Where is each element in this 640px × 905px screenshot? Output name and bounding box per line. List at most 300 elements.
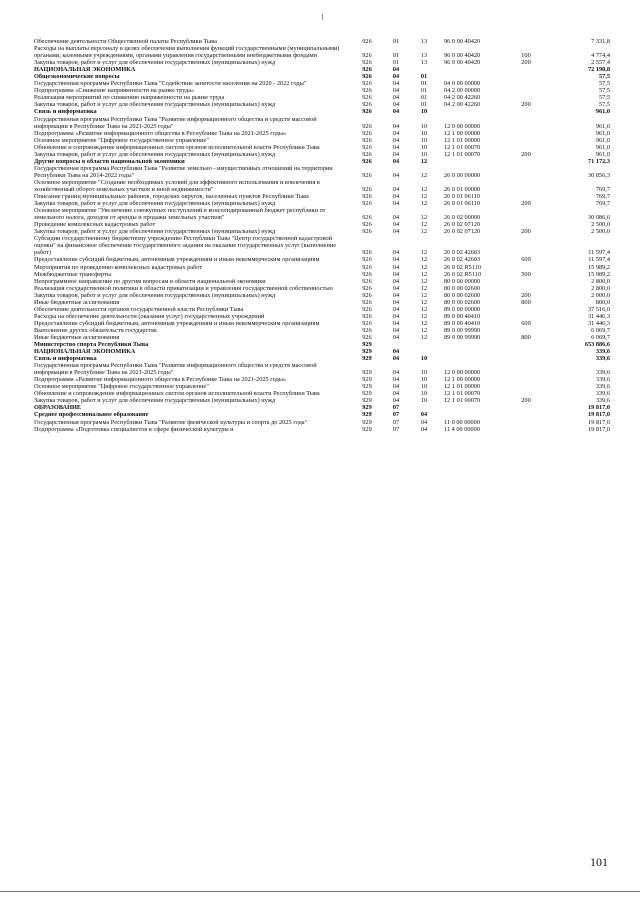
row-pr: 01	[420, 80, 428, 88]
table-row	[34, 313, 610, 320]
table-row	[34, 87, 610, 94]
row-ved: 926	[362, 129, 372, 137]
row-name: Закупка товаров, работ и услуг для обеспечения государственных (муниципальных) нужд	[34, 200, 276, 208]
row-sum: 769,7	[595, 200, 610, 208]
row-sum: 961,0	[595, 150, 610, 158]
row-pr: 13	[420, 38, 428, 45]
row-vr: 200	[521, 228, 531, 236]
row-csr: 04 2 00 42260	[444, 101, 481, 109]
row-rz: 04	[392, 277, 400, 285]
row-pr: 13	[420, 52, 428, 60]
row-sum: 19 817,0	[587, 425, 610, 433]
row-sum: 961,0	[595, 129, 610, 137]
row-name: Закупка товаров, работ и услуг для обеспечения государственных (муниципальных) нужд	[34, 101, 276, 109]
row-vr	[506, 207, 546, 221]
row-csr	[438, 411, 506, 418]
row-ved: 926	[362, 284, 372, 292]
row-sum: 961,0	[595, 143, 610, 151]
row-sum: 2 557,4	[591, 59, 610, 67]
row-csr: 96 0 00 40420	[444, 38, 481, 45]
row-csr: 26 0 01 06110	[444, 200, 480, 208]
bottom-rule	[0, 891, 640, 892]
row-name: Выполнение других обязательств государства	[34, 326, 157, 334]
row-rz: 04	[392, 214, 400, 222]
row-pr: 12	[420, 256, 428, 264]
row-name: Общеэкономические вопросы	[34, 73, 120, 81]
row-csr: 12 1 01 00070	[444, 397, 481, 405]
row-pr: 01	[420, 101, 428, 109]
row-csr	[438, 108, 506, 115]
row-ved: 926	[362, 52, 372, 60]
table-row	[34, 144, 610, 151]
row-rz: 04	[392, 200, 400, 208]
table-row	[34, 116, 610, 130]
row-vr	[506, 264, 546, 271]
row-rz: 07	[392, 418, 400, 426]
row-rz: 04	[392, 221, 400, 229]
table-row	[34, 45, 610, 59]
row-sum: 7 331,8	[591, 38, 610, 45]
table-body	[34, 38, 610, 433]
row-pr: 12	[420, 305, 428, 313]
row-sum: 30 856,3	[587, 171, 610, 179]
table-row	[34, 179, 610, 193]
row-name: Расходы на выплаты персоналу в целях обеспечения выполнения функций государственными (муниципальными) органами, казенными учреждениями, органами управления государственными внебюджетными фондами	[34, 45, 340, 60]
row-csr: 26 0 02 42603	[444, 249, 481, 257]
row-rz: 04	[392, 129, 400, 137]
table-row	[34, 334, 610, 341]
table-row	[34, 383, 610, 390]
row-name: Предоставление субсидий бюджетным, автономным учреждениям и иным некоммерческим организациям	[34, 319, 320, 327]
row-sum: 6 069,7	[591, 333, 610, 341]
row-vr	[506, 411, 546, 418]
row-vr: 200	[521, 150, 531, 158]
table-row	[34, 59, 610, 66]
row-pr: 12	[420, 270, 428, 278]
row-name: Подпрограмма «Развитие информационного общества в Республике Тыва на 2021-2025 годы»	[34, 376, 287, 384]
row-vr: 200	[521, 200, 531, 208]
row-csr: 12 1 00 00000	[444, 129, 481, 137]
scan-mark	[322, 14, 323, 20]
row-vr	[506, 179, 546, 193]
row-ved: 926	[362, 270, 372, 278]
row-csr: 12 1 00 00000	[444, 376, 481, 384]
row-sum: 4 774,4	[591, 52, 610, 60]
row-vr	[506, 278, 546, 285]
row-ved: 929	[362, 369, 372, 377]
row-sum: 19 817,0	[587, 404, 610, 412]
row-sum: 37 516,0	[587, 305, 610, 313]
row-vr	[506, 390, 546, 397]
row-pr: 12	[420, 312, 428, 320]
table-row	[34, 390, 610, 397]
row-csr	[438, 341, 506, 348]
row-ved: 926	[362, 108, 372, 116]
row-csr: 12 0 00 00000	[444, 369, 481, 377]
row-pr: 04	[420, 425, 428, 433]
row-ved: 926	[362, 326, 372, 334]
row-name: Расходы на обеспечение деятельности (оказания услуг) государственных учреждений	[34, 312, 265, 320]
row-rz: 04	[392, 298, 400, 306]
row-ved: 929	[362, 418, 372, 426]
budget-table	[34, 38, 610, 433]
row-ved: 926	[362, 305, 372, 313]
row-name: Основное мероприятие "Увеличение совокупных поступлений в консолидированный бюджет республики от земельного налога, доходов от аренды и продажи земельных участков"	[34, 207, 326, 222]
row-csr: 04 2 00 42260	[444, 94, 481, 102]
row-name: НАЦИОНАЛЬНАЯ ЭКОНОМИКА	[34, 348, 136, 356]
row-vr	[506, 116, 546, 130]
row-pr: 12	[420, 263, 428, 271]
row-pr: 10	[420, 369, 428, 377]
row-csr: 11 4 00 00000	[444, 425, 480, 433]
row-rz: 07	[392, 404, 400, 412]
table-row	[34, 221, 610, 228]
row-ved: 926	[362, 38, 372, 45]
row-ved: 926	[362, 185, 372, 193]
row-sum: 769,7	[595, 185, 610, 193]
row-pr: 12	[420, 291, 428, 299]
row-sum: 769,7	[595, 193, 610, 201]
table-row	[34, 151, 610, 158]
row-vr	[506, 94, 546, 101]
row-vr: 800	[521, 333, 531, 341]
row-name: Предоставление субсидий бюджетным, автономным учреждениям и иным некоммерческим организациям	[34, 256, 320, 264]
row-pr: 10	[420, 150, 428, 158]
row-pr: 10	[420, 136, 428, 144]
row-rz	[382, 341, 410, 348]
row-ved: 926	[362, 80, 372, 88]
row-name: Связь и информатика	[34, 355, 97, 363]
row-name: Государственная программа Республики Тыва "Развитие земельно - имущественных отношений на территории Республики Тыва на 2014-2022 годы"	[34, 164, 333, 179]
row-ved: 926	[362, 122, 372, 130]
row-vr: 200	[521, 101, 531, 109]
row-ved: 926	[362, 298, 372, 306]
row-pr: 10	[420, 108, 428, 116]
table-row	[34, 108, 610, 115]
row-rz: 04	[392, 171, 400, 179]
row-name: Закупка товаров, работ и услуг для обеспечения государственных (муниципальных) нужд	[34, 150, 276, 158]
row-name: Основное мероприятие "Создание необходимых условий для эффективного использования и вовлечения в хозяйственный оборот земельных участков и иной недвижимости"	[34, 178, 320, 193]
row-name: Закупка товаров, работ и услуг для обеспечения государственных (муниципальных) нужд	[34, 59, 276, 67]
row-csr: 26 0 02 R5110	[444, 270, 482, 278]
row-rz: 04	[392, 94, 400, 102]
row-sum: 339,6	[595, 390, 610, 398]
row-rz: 04	[392, 305, 400, 313]
table-row	[34, 292, 610, 299]
row-ved: 926	[362, 136, 372, 144]
row-ved: 929	[362, 383, 372, 391]
table-row	[34, 80, 610, 87]
row-sum: 57,5	[598, 94, 610, 102]
row-csr: 89 0 00 99990	[444, 326, 481, 334]
row-csr: 26 0 02 42603	[444, 256, 481, 264]
row-pr: 10	[420, 143, 428, 151]
row-vr	[506, 108, 546, 115]
row-sum: 2 000,0	[591, 291, 610, 299]
row-pr: 10	[420, 383, 428, 391]
table-row	[34, 66, 610, 73]
row-ved: 926	[362, 291, 372, 299]
row-pr	[410, 66, 438, 73]
row-rz: 04	[392, 256, 400, 264]
row-pr: 12	[420, 171, 428, 179]
row-sum: 653 886,6	[584, 341, 610, 349]
row-vr	[506, 221, 546, 228]
row-pr: 12	[420, 319, 428, 327]
row-pr	[410, 348, 438, 355]
row-ved: 929	[362, 341, 372, 349]
row-ved: 926	[362, 101, 372, 109]
row-name: Иные бюджетные ассигнования	[34, 333, 120, 341]
row-pr: 12	[420, 228, 428, 236]
row-ved: 926	[362, 193, 372, 201]
row-name: Обновление и сопровождение информационных систем органов исполнительной власти Республики Тыва	[34, 390, 320, 398]
row-ved: 929	[362, 355, 372, 363]
row-sum: 71 172,3	[587, 157, 610, 165]
row-pr	[410, 404, 438, 411]
row-rz: 04	[392, 326, 400, 334]
row-csr	[438, 73, 506, 80]
row-rz: 04	[392, 157, 400, 165]
row-pr: 12	[420, 326, 428, 334]
row-csr	[438, 348, 506, 355]
row-ved: 926	[362, 59, 372, 67]
row-sum: 339,6	[595, 369, 610, 377]
row-rz: 04	[392, 66, 400, 74]
row-rz: 04	[392, 397, 400, 405]
row-csr	[438, 355, 506, 362]
row-name: Реализация мероприятий по снижению напряженности на рынке труда	[34, 94, 225, 102]
row-sum: 31 446,3	[587, 312, 610, 320]
row-ved: 929	[362, 397, 372, 405]
row-pr: 12	[420, 185, 428, 193]
row-vr	[506, 404, 546, 411]
table-row	[34, 228, 610, 235]
row-name: Подпрограмма «Подготовка специалистов в сфере физической культуры и	[34, 425, 234, 433]
row-sum: 57,5	[598, 73, 610, 81]
row-name: Закупка товаров, работ и услуг для обеспечения государственных (муниципальных) нужд	[34, 228, 276, 236]
row-rz: 04	[392, 150, 400, 158]
row-vr	[506, 193, 546, 200]
row-csr: 26 0 01 06110	[444, 193, 480, 201]
row-sum: 961,0	[595, 108, 610, 116]
table-row	[34, 130, 610, 137]
row-csr: 04 0 00 00000	[444, 80, 481, 88]
row-rz: 04	[392, 355, 400, 363]
row-sum: 961,0	[595, 122, 610, 130]
row-rz: 04	[392, 291, 400, 299]
row-sum: 57,5	[598, 80, 610, 88]
row-pr: 12	[420, 284, 428, 292]
row-pr: 12	[420, 333, 428, 341]
row-rz: 04	[392, 108, 400, 116]
row-name: Обновление и сопровождение информационных систем органов исполнительной власти Республики Тыва	[34, 143, 320, 151]
table-row	[34, 355, 610, 362]
row-ved: 926	[362, 214, 372, 222]
row-vr	[506, 165, 546, 179]
table-row	[34, 264, 610, 271]
table-row	[34, 299, 610, 306]
row-sum: 339,6	[595, 383, 610, 391]
row-pr: 12	[420, 193, 428, 201]
row-csr: 96 0 00 40420	[444, 52, 481, 60]
row-csr: 26 0 01 00000	[444, 185, 481, 193]
row-rz: 01	[392, 38, 400, 45]
row-vr	[506, 73, 546, 80]
row-vr	[506, 383, 546, 390]
row-name: НАЦИОНАЛЬНАЯ ЭКОНОМИКА	[34, 66, 136, 74]
row-sum: 11 597,4	[588, 256, 610, 264]
row-name: Среднее профессиональное образование	[34, 411, 149, 419]
row-rz: 04	[392, 185, 400, 193]
row-name: Министерство спорта Республики Тыва	[34, 341, 149, 349]
table-row	[34, 327, 610, 334]
row-rz: 04	[392, 270, 400, 278]
row-vr	[506, 38, 546, 45]
row-csr: 12 1 01 00000	[444, 383, 481, 391]
row-name: Мероприятия по проведению комплексных кадастровых работ	[34, 263, 203, 271]
table-row	[34, 362, 610, 376]
row-csr: 26 0 02 07120	[444, 228, 481, 236]
row-ved: 929	[362, 390, 372, 398]
row-ved: 926	[362, 150, 372, 158]
row-name: Подпрограмма «Снижение напряженности на рынке труда»	[34, 87, 195, 95]
row-csr: 26 0 00 00000	[444, 171, 481, 179]
row-vr	[506, 285, 546, 292]
row-ved: 926	[362, 94, 372, 102]
row-rz: 04	[392, 101, 400, 109]
row-sum: 11 597,4	[588, 249, 610, 257]
table-row	[34, 73, 610, 80]
row-pr: 12	[420, 157, 428, 165]
row-rz: 04	[392, 390, 400, 398]
row-pr: 10	[420, 122, 428, 130]
row-pr: 01	[420, 94, 428, 102]
row-csr: 89 0 00 00000	[444, 305, 481, 313]
row-pr: 04	[420, 418, 428, 426]
row-rz: 04	[392, 348, 400, 356]
row-name: Подпрограмма «Развитие информационного общества в Республике Тыва на 2021-2025 годы»	[34, 129, 287, 137]
row-ved: 926	[362, 256, 372, 264]
row-pr: 04	[420, 411, 428, 419]
table-row	[34, 165, 610, 179]
row-name: Основное мероприятие "Цифровое государственное управление"	[34, 136, 209, 144]
row-csr: 04 2 00 00000	[444, 87, 481, 95]
row-rz: 01	[392, 52, 400, 60]
row-csr: 96 0 00 40420	[444, 59, 481, 67]
table-row	[34, 320, 610, 327]
row-vr	[506, 348, 546, 355]
row-ved: 926	[362, 143, 372, 151]
row-pr: 10	[420, 376, 428, 384]
row-vr	[506, 426, 546, 433]
row-vr: 500	[521, 270, 531, 278]
row-sum: 19 817,0	[587, 418, 610, 426]
row-rz: 04	[392, 73, 400, 81]
row-ved: 926	[362, 171, 372, 179]
row-vr	[506, 327, 546, 334]
row-name: Государственная программа Республики Тыва "Развитие физической культуры и спорта до 2025 года"	[34, 418, 308, 426]
row-pr: 10	[420, 355, 428, 363]
row-sum: 2 500,0	[591, 221, 610, 229]
row-name: Обеспечение деятельности Общественной палаты Республики Тыва	[34, 38, 217, 45]
row-name: Непрограммное направление по другим вопросам в области национальной экономики	[34, 277, 266, 285]
row-vr	[506, 355, 546, 362]
row-rz: 04	[392, 80, 400, 88]
row-ved: 926	[362, 312, 372, 320]
row-sum: 2 800,0	[591, 284, 610, 292]
row-sum: 339,6	[595, 348, 610, 356]
row-vr	[506, 313, 546, 320]
row-sum: 961,0	[595, 136, 610, 144]
row-pr: 12	[420, 214, 428, 222]
row-vr: 200	[521, 291, 531, 299]
table-row	[34, 207, 610, 221]
table-row	[34, 426, 610, 433]
table-row	[34, 271, 610, 278]
row-csr: 12 0 00 00000	[444, 122, 481, 130]
row-sum: 57,5	[598, 87, 610, 95]
row-sum: 15 989,2	[587, 263, 610, 271]
row-sum: 800,0	[595, 298, 610, 306]
row-vr	[506, 130, 546, 137]
row-ved: 929	[362, 425, 372, 433]
row-vr	[506, 66, 546, 73]
row-csr: 12 1 01 00070	[444, 390, 481, 398]
row-rz: 04	[392, 87, 400, 95]
row-ved: 926	[362, 249, 372, 257]
row-sum: 72 190,8	[587, 66, 610, 74]
row-ved: 926	[362, 277, 372, 285]
row-name: Межбюджетные трансферты	[34, 270, 112, 278]
table-row	[34, 404, 610, 411]
row-vr	[506, 341, 546, 348]
row-csr: 80 0 00 00000	[444, 277, 481, 285]
row-rz: 04	[392, 249, 400, 257]
row-name: Государственная программа Республики Тыва "Развитие информационного общества и средств массовой информации в Республике Тыва на 2021-2025 годы"	[34, 362, 317, 377]
row-csr: 11 0 00 00000	[444, 418, 480, 426]
row-sum: 19 817,0	[587, 411, 610, 419]
row-csr	[438, 66, 506, 73]
row-name: Иные бюджетные ассигнования	[34, 298, 120, 306]
row-ved: 926	[362, 66, 372, 74]
table-row	[34, 348, 610, 355]
row-ved: 926	[362, 228, 372, 236]
row-pr: 01	[420, 73, 428, 81]
table-row	[34, 235, 610, 256]
table-row	[34, 256, 610, 263]
row-rz: 01	[392, 59, 400, 67]
row-csr: 26 0 02 00000	[444, 214, 481, 222]
row-vr	[506, 419, 546, 426]
table-row	[34, 158, 610, 165]
row-sum: 57,5	[598, 101, 610, 109]
row-vr	[506, 144, 546, 151]
table-row	[34, 341, 610, 348]
row-pr: 13	[420, 59, 428, 67]
row-ved: 926	[362, 87, 372, 95]
row-vr: 200	[521, 397, 531, 405]
row-vr: 800	[521, 298, 531, 306]
table-row	[34, 376, 610, 383]
row-rz: 07	[392, 425, 400, 433]
row-csr: 12 1 01 00070	[444, 143, 481, 151]
row-sum: 2 500,0	[591, 228, 610, 236]
row-vr	[506, 235, 546, 256]
row-sum: 339,6	[595, 397, 610, 405]
row-pr: 01	[420, 87, 428, 95]
table-row	[34, 38, 610, 45]
